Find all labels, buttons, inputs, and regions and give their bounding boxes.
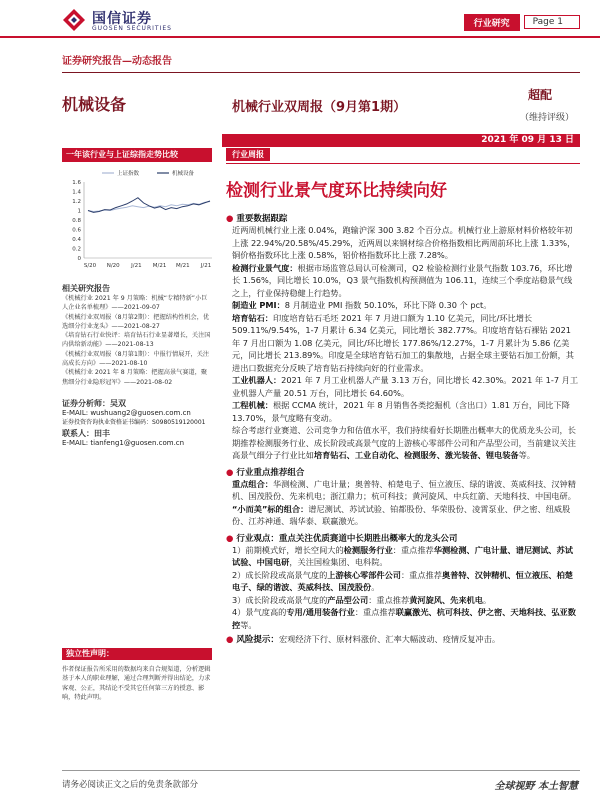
x-tick-label: J/21 <box>200 263 212 269</box>
view-item-4: 4）景气度高的专用/通用装备行业：重点推荐联赢激光、杭可科技、伊之密、天地科技、弘亚数控等。 <box>232 607 576 630</box>
series-divider <box>62 72 580 73</box>
analyst-block <box>62 398 212 447</box>
rating-sub: （维持评级） <box>520 113 575 123</box>
section-tag: 行业周报 <box>226 148 270 161</box>
section-tag-line <box>226 163 580 164</box>
risk-warning: ● 风险提示：宏观经济下行、原材料涨价、汇率大幅波动、疫情反复冲击。 <box>226 634 501 645</box>
chart-svg <box>62 166 217 276</box>
para-machinery: 工程机械：根据 CCMA 统计，2021 年 8 月销售各类挖掘机（含出口）1.81 万台，同比下降 13.70%，景气度略有变动。 <box>232 400 570 423</box>
analyst-email[interactable]: E-MAIL: wushuang2@guosen.com.cn <box>62 409 191 417</box>
report-series: 证券研究报告—动态报告 <box>62 56 172 67</box>
view-item-3: 3）成长阶段或高景气度的产品型公司：重点推荐黄河旋风、先来机电。 <box>232 594 492 605</box>
bullet-portfolio: ● 行业重点推荐组合 <box>226 467 305 478</box>
para-robot: 工业机器人：2021 年 7 月工业机器人产量 3.13 万台，同比增长 42.30%。2021 年 1-7 月工业机器人产量 20.51 万台，同比增长 64.60%。 <box>232 375 579 398</box>
para-market: 近两周机械行业上涨 0.04%，跑输沪深 300 3.82 个百分点。机械行业上游原材料价格较年初上涨 22.94%/20.58%/45.29%，近两周以来钢材综合价格指数相比两周前环比上涨 1.33%，铜价格指数环比上涨 0.58%，铝价格指数环比上涨 7.28%。 <box>232 225 576 260</box>
rating: 超配 <box>528 88 553 102</box>
y-tick-label: 1.2 <box>72 199 81 205</box>
para-small-portfolio: “小而美”标的组合：谱尼测试、苏试试验、铂都股份、华荣股份、凌霄泵业、伊之密、纽威股份、江苏神通、瑞华泰、联赢激光。 <box>232 503 571 526</box>
analyst-cert: S0980519120001 <box>152 419 206 426</box>
index-comparison-chart <box>62 166 217 276</box>
industry-name: 机械设备 <box>62 95 127 114</box>
x-tick-label: M/21 <box>175 263 190 269</box>
para-testing: 检测行业景气度：根据市场监管总局认可检测司，Q2 检验检测行业景气指数 103.76，环比增长 1.56%，同比增长 10.0%，Q3 景气指数机构预测值为 106.11，连续三个季度站稳景气线之上，行业保持稳健上行趋势。 <box>232 262 573 298</box>
view-item-1: 1）前期模式好，增长空间大的检测服务行业：重点推荐华测检测、广电计量、谱尼测试、苏试试验、中国电研，关注国检集团、电科院。 <box>232 544 573 567</box>
header-tag: 行业研究 <box>464 14 520 31</box>
bullet-icon: ● <box>226 467 234 478</box>
y-tick-label: 0 <box>77 256 81 262</box>
para-pmi: 制造业 PMI：8 月制造业 PMI 指数 50.10%，环比下降 0.30 个 pct。 <box>232 300 492 310</box>
header-divider <box>0 36 600 38</box>
y-tick-label: 1.6 <box>72 180 81 186</box>
y-tick-label: 0.4 <box>72 237 81 243</box>
contact-email[interactable]: E-MAIL: tianfeng1@guosen.com.cn <box>62 439 185 447</box>
bullet-icon: ● <box>226 214 234 224</box>
right-content <box>226 212 580 647</box>
report-title: 机械行业双周报（9月第1期） <box>232 100 407 115</box>
guosen-logo-icon <box>62 8 86 32</box>
y-tick-label: 0.6 <box>72 227 81 234</box>
x-tick-label: N/20 <box>106 263 120 269</box>
chart-header: 一年该行业与上证综指走势比较 <box>62 148 212 162</box>
report-date: 2021 年 09 月 13 日 <box>481 135 574 145</box>
related-title: 相关研究报告 <box>62 284 110 293</box>
main-title: 检测行业景气度环比持续向好 <box>226 181 447 201</box>
series-line-机械设备 <box>88 198 210 213</box>
header-tag-box <box>464 14 580 30</box>
analyst-name: 吴双 <box>110 399 126 408</box>
x-tick-label: S/20 <box>83 263 97 269</box>
page-number: Page 1 <box>524 15 580 29</box>
y-tick-label: 0.2 <box>72 246 81 253</box>
legend-label: 机械设备 <box>172 171 195 177</box>
bullet-icon: ● <box>226 635 234 645</box>
logo <box>62 6 222 36</box>
related-item[interactable]: 《机械行业 2021 年 8 月策略：把握高景气赛道，聚焦细分行业隐形冠军》——2021-08-02 <box>62 369 208 386</box>
footer-slogan: 全球视野 本土智慧 <box>494 781 578 792</box>
related-item[interactable]: 《机械行业双周报（8月第1期）：中报行情展开，关注高成长方向》——2021-08-10 <box>62 350 210 368</box>
logo-en: GUOSEN SECURITIES <box>92 25 172 32</box>
y-tick-label: 0.8 <box>72 218 81 224</box>
date-bar <box>222 134 580 147</box>
analyst-cert-label: 证券投资咨询执业资格证书编码： <box>62 419 153 426</box>
y-tick-label: 1 <box>77 208 81 215</box>
logo-cn: 国信证券 <box>92 11 152 27</box>
y-tick-label: 1.4 <box>72 189 81 196</box>
independence-text: 作者保证报告所采用的数据均来自合规渠道，分析逻辑基于本人的职业理解，通过合理判断并得出结论，力求客观、公正，其结论不受其它任何第三方的授意、影响，特此声明。 <box>62 666 211 701</box>
related-item[interactable]: 《机械行业双周报（8月第2期）：把握结构性机会，优选细分行业龙头》——2021-08-27 <box>62 313 210 330</box>
independence-header: 独立性声明： <box>62 648 212 660</box>
related-item[interactable]: 《机械行业 2021 年 9 月策略：机械“专精特新”小巨人企业名单梳理》——2021-09-07 <box>62 295 208 312</box>
bullet-data-tracking: ● 重要数据跟踪 <box>226 214 288 224</box>
bullet-icon: ● <box>226 533 234 544</box>
para-key-portfolio: 重点组合：华测检测、广电计量；奥普特、柏楚电子、恒立液压、绿的谐波、英威科技、汉钟精机、国茂股份、先来机电；浙江鼎力；杭可科技；黄河旋风、中兵红箭、天地科技、中国电研。 <box>232 478 576 501</box>
x-tick-label: M/21 <box>152 263 167 269</box>
related-item[interactable]: 《培育钻石行业快评：培育钻石行业显著增长，关注国内供给新动能》——2021-08-13 <box>62 332 211 349</box>
para-summary: 综合考虑行业赛道、公司竞争力和估值水平，我们持续看好长期胜出概率大的优质龙头公司，长期推荐检测服务行业、成长阶段或高景气度的上游核心零部件公司和产品型公司，当前建议关注高景气细分子行业比如培育钻石、工业自动化、检测服务、激光装备、锂电装备等。 <box>232 425 576 460</box>
analyst-label: 证券分析师： <box>62 399 110 408</box>
para-diamond: 培育钻石：印度培育钻石毛坯 2021 年 7 月进口额为 1.10 亿美元，同比/环比增长 509.11%/9.54%，1-7 月累计 6.34 亿美元，同比增长 382.77%。印度培育钻石裸钻 2021 年 7 月出口额为 1.08 亿美元，同比/环比增长 177.86%/12.27%，1-7 月累计为 5.86 亿美元，同比增长 213.89%。印度是全球培育钻石加工的集散地，占据全球主要钻石加工份额，其进出口数据充分反映了培育钻石持续向好的行业需求。 <box>232 312 574 373</box>
view-item-2: 2）成长阶段或高景气度的上游核心零部件公司：重点推荐奥普特、汉钟精机、恒立液压、柏楚电子、绿的谐波、英威科技、国茂股份。 <box>232 569 573 592</box>
legend-label: 上证指数 <box>117 171 140 177</box>
footer-divider <box>62 770 580 771</box>
contact-name: 田丰 <box>94 429 110 438</box>
related-list <box>62 294 212 387</box>
bullet-view: ● 行业观点：重点关注优质赛道中长期胜出概率大的龙头公司 <box>226 533 458 544</box>
x-tick-label: J/21 <box>131 263 142 269</box>
contact-label: 联系人： <box>62 429 94 438</box>
footer-disclaimer: 请务必阅读正文之后的免责条款部分 <box>62 780 199 790</box>
